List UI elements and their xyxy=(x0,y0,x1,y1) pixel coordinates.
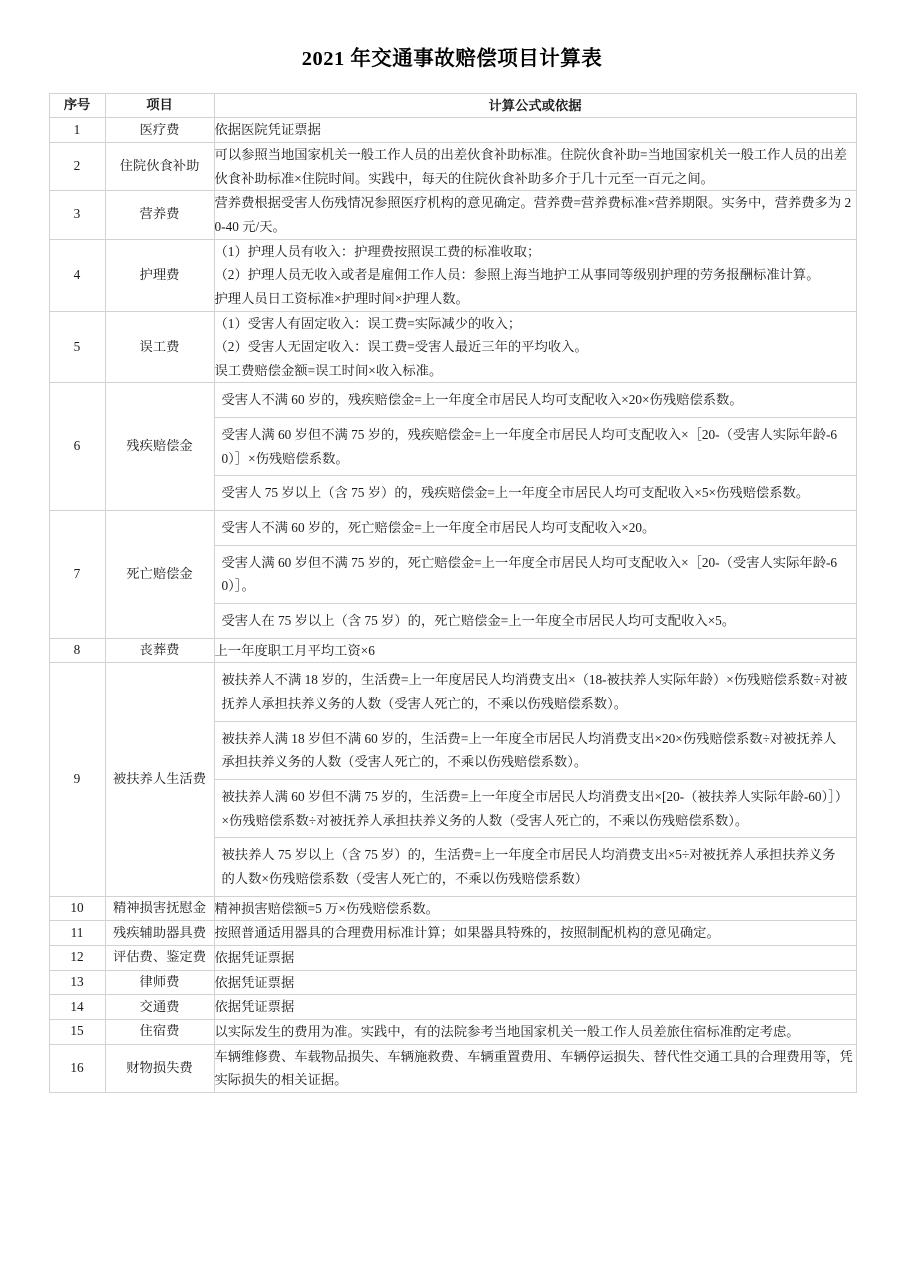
row-formula-cell xyxy=(214,383,856,511)
formula-part xyxy=(215,383,856,418)
row-formula-cell: 依据凭证票据 xyxy=(214,970,856,995)
row-formula-cell: 可以参照当地国家机关一般工作人员的出差伙食补助标准。住院伙食补助=当地国家机关一般工作人员的出差伙食补助标准×住院时间。实践中，每天的住院伙食补助多介于几十元至一百元之间。 xyxy=(214,142,856,190)
table-header-row xyxy=(49,93,856,118)
formula-line: （2）护理人员无收入或者是雇佣工作人员：参照上海当地护工从事同等级别护理的劳务报酬标准计算。 xyxy=(214,267,820,283)
formula-line: （2）受害人无固定收入：误工费=受害人最近三年的平均收入。 xyxy=(214,339,588,355)
formula-line: 被扶养人满 18 岁但不满 60 岁的，生活费=上一年度全市居民人均消费支出×20×伤残赔偿系数÷对被抚养人承担扶养义务的人数（受害人死亡的，不乘以伤残赔偿系数）。 xyxy=(221,730,837,770)
row-formula-cell xyxy=(214,311,856,383)
formula-text xyxy=(215,240,856,311)
table-row xyxy=(49,995,856,1020)
row-formula-cell: 车辆维修费、车载物品损失、车辆施救费、车辆重置费用、车辆停运损失、替代性交通工具的合理费用等，凭实际损失的相关证据。 xyxy=(214,1044,856,1092)
row-item-name: 残疾辅助器具费 xyxy=(105,921,214,946)
row-item-name: 精神损害抚慰金 xyxy=(105,896,214,921)
formula-line: （1）护理人员有收入：护理费按照误工费的标准收取； xyxy=(214,243,541,259)
formula-part xyxy=(215,604,856,638)
row-item-name: 残疾赔偿金 xyxy=(105,383,214,511)
row-sequence-number: 3 xyxy=(49,191,105,239)
row-item-name: 丧葬费 xyxy=(105,638,214,663)
row-formula-cell xyxy=(214,239,856,311)
row-formula-cell: 依据凭证票据 xyxy=(214,945,856,970)
row-item-name: 交通费 xyxy=(105,995,214,1020)
row-item-name: 住院伙食补助 xyxy=(105,142,214,190)
formula-line: 受害人在 75 岁以上（含 75 岁）的，死亡赔偿金=上一年度全市居民人均可支配收入×5。 xyxy=(221,613,736,629)
row-sequence-number: 13 xyxy=(49,970,105,995)
row-sequence-number: 5 xyxy=(49,311,105,383)
row-sequence-number: 4 xyxy=(49,239,105,311)
formula-line: 受害人不满 60 岁的，死亡赔偿金=上一年度全市居民人均可支配收入×20。 xyxy=(221,520,656,536)
row-sequence-number: 1 xyxy=(49,118,105,143)
formula-line: 被扶养人满 60 岁但不满 75 岁的，生活费=上一年度全市居民人均消费支出×[20-（被扶养人实际年龄-60）］）×伤残赔偿系数÷对被抚养人承担扶养义务的人数（受害人死亡的，不乘以伤残赔偿系数）。 xyxy=(221,789,849,828)
column-header-item: 项目 xyxy=(105,93,214,118)
table-row xyxy=(49,945,856,970)
row-sequence-number: 2 xyxy=(49,142,105,190)
row-item-name: 医疗费 xyxy=(105,118,214,143)
row-sequence-number: 16 xyxy=(49,1044,105,1092)
row-formula-cell xyxy=(214,663,856,896)
row-item-name: 死亡赔偿金 xyxy=(105,511,214,639)
row-formula-cell: 依据医院凭证票据 xyxy=(214,118,856,143)
row-sequence-number: 10 xyxy=(49,896,105,921)
row-sequence-number: 8 xyxy=(49,638,105,663)
row-item-name: 误工费 xyxy=(105,311,214,383)
table-row xyxy=(49,663,856,896)
row-sequence-number: 15 xyxy=(49,1019,105,1044)
formula-part-list xyxy=(215,511,856,638)
formula-part xyxy=(215,476,856,510)
formula-text xyxy=(215,312,856,383)
row-sequence-number: 7 xyxy=(49,511,105,639)
page-title: 2021 年交通事故赔偿项目计算表 xyxy=(301,48,603,70)
table-header xyxy=(49,93,856,118)
formula-part xyxy=(215,663,856,721)
table-row xyxy=(49,311,856,383)
table-row xyxy=(49,896,856,921)
formula-line: 受害人满 60 岁但不满 75 岁的，死亡赔偿金=上一年度全市居民人均可支配收入×［20-（受害人实际年龄-60）］。 xyxy=(221,554,838,594)
table-row xyxy=(49,511,856,639)
table-row xyxy=(49,239,856,311)
compensation-calculation-table xyxy=(49,93,857,1093)
formula-line: 受害人满 60 岁但不满 75 岁的，残疾赔偿金=上一年度全市居民人均可支配收入×［20-（受害人实际年龄-60）］×伤残赔偿系数。 xyxy=(221,427,838,466)
row-formula-cell: 按照普通适用器具的合理费用标准计算；如果器具特殊的，按照制配机构的意见确定。 xyxy=(214,921,856,946)
row-item-name: 住宿费 xyxy=(105,1019,214,1044)
row-item-name: 被扶养人生活费 xyxy=(105,663,214,896)
row-sequence-number: 14 xyxy=(49,995,105,1020)
row-item-name: 律师费 xyxy=(105,970,214,995)
formula-line: 被扶养人 75 岁以上（含 75 岁）的，生活费=上一年度全市居民人均消费支出×5÷对被抚养人承担扶养义务的人数×伤残赔偿系数（受害人死亡的，不乘以伤残赔偿系数） xyxy=(221,847,836,886)
formula-part xyxy=(215,722,856,780)
row-item-name: 评估费、鉴定费 xyxy=(105,945,214,970)
row-sequence-number: 9 xyxy=(49,663,105,896)
table-body xyxy=(49,118,856,1093)
table-row xyxy=(49,638,856,663)
formula-line: 受害人 75 岁以上（含 75 岁）的，残疾赔偿金=上一年度全市居民人均可支配收入×5×伤残赔偿系数。 xyxy=(221,485,810,501)
row-sequence-number: 11 xyxy=(49,921,105,946)
formula-line: 被扶养人不满 18 岁的，生活费=上一年度居民人均消费支出×（18-被扶养人实际年龄）×伤残赔偿系数÷对被抚养人承担扶养义务的人数（受害人死亡的，不乘以伤残赔偿系数）。 xyxy=(221,672,848,712)
table-row xyxy=(49,921,856,946)
table-container xyxy=(49,93,856,1093)
formula-part-list xyxy=(215,383,856,510)
row-sequence-number: 6 xyxy=(49,383,105,511)
row-formula-cell: 以实际发生的费用为准。实践中，有的法院参考当地国家机关一般工作人员差旅住宿标准酌定考虑。 xyxy=(214,1019,856,1044)
row-item-name: 护理费 xyxy=(105,239,214,311)
table-row xyxy=(49,1019,856,1044)
table-row xyxy=(49,970,856,995)
column-header-sequence: 序号 xyxy=(49,93,105,118)
formula-line: （1）受害人有固定收入：误工费=实际减少的收入； xyxy=(214,315,522,331)
row-formula-cell: 营养费根据受害人伤残情况参照医疗机构的意见确定。营养费=营养费标准×营养期限。实务中，营养费多为 20-40 元/天。 xyxy=(214,191,856,239)
formula-part xyxy=(215,546,856,604)
formula-part xyxy=(215,418,856,476)
table-row xyxy=(49,191,856,239)
formula-part xyxy=(215,511,856,546)
table-row xyxy=(49,1044,856,1092)
column-header-formula: 计算公式或依据 xyxy=(214,93,856,118)
formula-line: 护理人员日工资标准×护理时间×护理人数。 xyxy=(214,290,469,306)
formula-part xyxy=(215,838,856,895)
row-sequence-number: 12 xyxy=(49,945,105,970)
table-row xyxy=(49,118,856,143)
row-formula-cell: 精神损害赔偿额=5 万×伤残赔偿系数。 xyxy=(214,896,856,921)
row-formula-cell: 上一年度职工月平均工资×6 xyxy=(214,638,856,663)
formula-part xyxy=(215,780,856,838)
formula-line: 误工费赔偿金额=误工时间×收入标准。 xyxy=(214,362,443,378)
row-item-name: 营养费 xyxy=(105,191,214,239)
row-item-name: 财物损失费 xyxy=(105,1044,214,1092)
formula-line: 受害人不满 60 岁的，残疾赔偿金=上一年度全市居民人均可支配收入×20×伤残赔偿系数。 xyxy=(221,392,743,408)
table-row xyxy=(49,383,856,511)
row-formula-cell xyxy=(214,511,856,639)
row-formula-cell: 依据凭证票据 xyxy=(214,995,856,1020)
formula-part-list xyxy=(215,663,856,895)
table-row xyxy=(49,142,856,190)
